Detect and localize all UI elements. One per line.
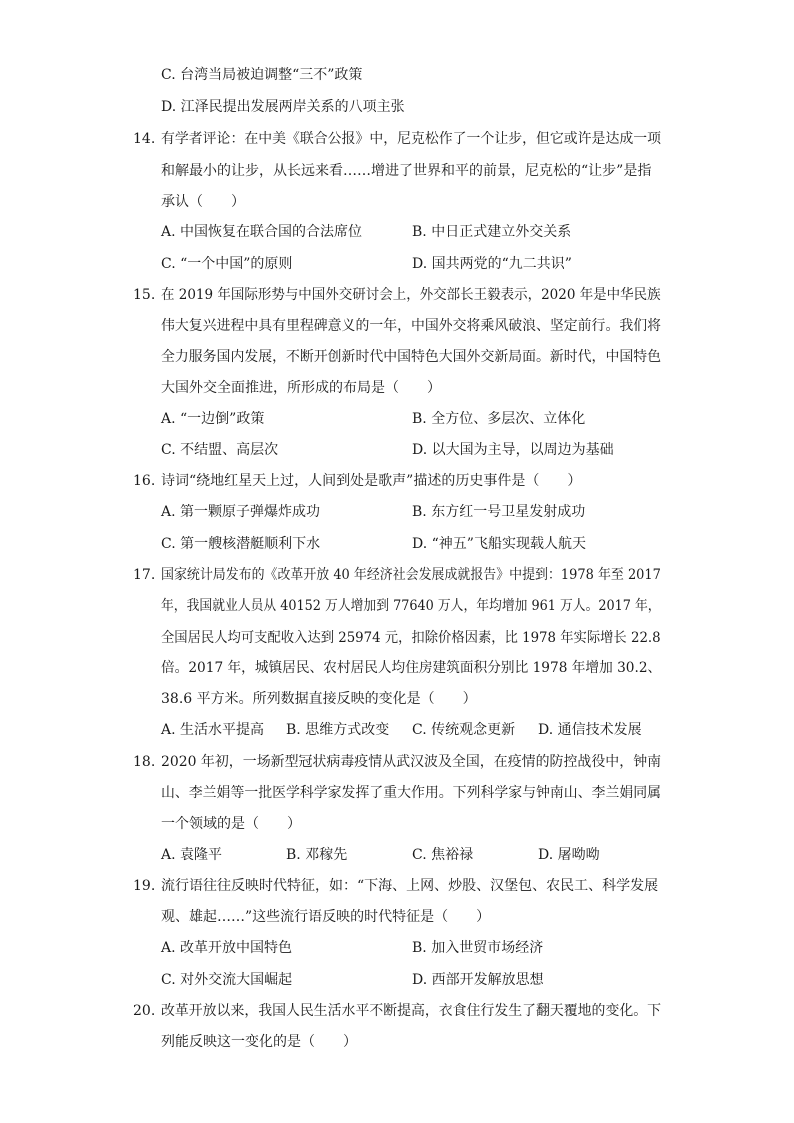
question-option: B. 东方红一号卫星发射成功 — [412, 504, 586, 520]
question-stem-line: 38.6 平方米。所列数据直接反映的变化是（ ） — [161, 691, 477, 707]
question-option: C. “一个中国”的原则 — [161, 256, 293, 272]
question-option: C. 第一艘核潜艇顺利下水 — [161, 536, 321, 552]
question-option: A. 改革开放中国特色 — [161, 940, 293, 956]
question-number: 17. — [133, 567, 156, 583]
question-option: B. 加入世贸市场经济 — [412, 940, 544, 956]
question-option: B. 邓稼先 — [286, 847, 348, 863]
question-option: D. “神五”飞船实现载人航天 — [412, 536, 586, 552]
question-option: A. 生活水平提高 — [161, 722, 265, 738]
question-option: C. 传统观念更新 — [412, 722, 516, 738]
question-option: B. 思维方式改变 — [286, 722, 390, 738]
question-stem-line: 流行语往往反映时代特征，如：“下海、上网、炒股、汉堡包、农民工、科学发展 — [161, 878, 659, 894]
question-option: A. 袁隆平 — [161, 847, 223, 863]
question-stem-line: 列能反映这一变化的是（ ） — [161, 1034, 357, 1050]
question-stem-line: 国家统计局发布的《改革开放 40 年经济社会发展成就报告》中提到：1978 年至 2017 — [161, 567, 661, 583]
question-stem-line: 全力服务国内发展，不断开创新时代中国特色大国外交新局面。新时代，中国特色 — [161, 349, 661, 365]
question-stem-line: 山、李兰娟等一批医学科学家发挥了重大作用。下列科学家与钟南山、李兰娟同属 — [161, 785, 661, 801]
question-stem-line: 大国外交全面推进，所形成的布局是（ ） — [161, 380, 441, 396]
question-option: D. 以大国为主导，以周边为基础 — [412, 442, 614, 458]
question-stem-line: 全国居民人均可支配收入达到 25974 元，扣除价格因素，比 1978 年实际增长 22.8 — [161, 630, 661, 646]
question-option: A. 中国恢复在联合国的合法席位 — [161, 224, 363, 240]
question-stem-line: 一个领域的是（ ） — [161, 816, 301, 832]
question-option: D. 国共两党的“九二共识” — [412, 256, 572, 272]
q13-option-c: C. 台湾当局被迫调整“三不”政策 — [161, 67, 363, 83]
q13-option-d: D. 江泽民提出发展两岸关系的八项主张 — [161, 99, 405, 115]
question-number: 16. — [133, 473, 156, 489]
question-option: C. 对外交流大国崛起 — [161, 972, 293, 988]
question-option: D. 西部开发解放思想 — [412, 972, 544, 988]
question-option: A. 第一颗原子弹爆炸成功 — [161, 504, 321, 520]
question-number: 14. — [133, 131, 156, 147]
question-stem-line: 观、雄起……”这些流行语反映的时代特征是（ ） — [161, 909, 491, 925]
question-option: C. 不结盟、高层次 — [161, 442, 279, 458]
question-stem-line: 改革开放以来，我国人民生活水平不断提高，衣食住行发生了翻天覆地的变化。下 — [161, 1003, 661, 1019]
question-stem-line: 有学者评论：在中美《联合公报》中，尼克松作了一个让步，但它或许是达成一项 — [161, 131, 661, 147]
question-stem-line: 和解最小的让步，从长远来看……增进了世界和平的前景，尼克松的“让步”是指 — [161, 163, 652, 179]
question-option: B. 中日正式建立外交关系 — [412, 224, 572, 240]
question-number: 19. — [133, 878, 156, 894]
question-number: 18. — [133, 754, 156, 770]
question-number: 20. — [133, 1003, 156, 1019]
question-option: B. 全方位、多层次、立体化 — [412, 411, 586, 427]
question-option: D. 通信技术发展 — [538, 722, 642, 738]
question-number: 15. — [133, 287, 156, 303]
question-option: C. 焦裕禄 — [412, 847, 474, 863]
question-stem-line: 2020 年初，一场新型冠状病毒疫情从武汉波及全国，在疫情的防控战役中，钟南 — [161, 754, 662, 770]
question-stem-line: 承认（ ） — [161, 194, 245, 210]
question-stem-line: 年，我国就业人员从 40152 万人增加到 77640 万人，年均增加 961 万人。2017 年， — [161, 598, 661, 614]
question-stem-line: 在 2019 年国际形势与中国外交研讨会上，外交部长王毅表示，2020 年是中华民族 — [161, 287, 661, 303]
question-option: D. 屠呦呦 — [538, 847, 600, 863]
question-stem-line: 倍。2017 年，城镇居民、农村居民人均住房建筑面积分别比 1978 年增加 30.2、 — [161, 660, 662, 676]
question-option: A. “一边倒”政策 — [161, 411, 265, 427]
question-stem-line: 诗词“绕地红星天上过，人间到处是歌声”描述的历史事件是（ ） — [161, 473, 582, 489]
question-stem-line: 伟大复兴进程中具有里程碑意义的一年，中国外交将乘风破浪、坚定前行。我们将 — [161, 318, 661, 334]
